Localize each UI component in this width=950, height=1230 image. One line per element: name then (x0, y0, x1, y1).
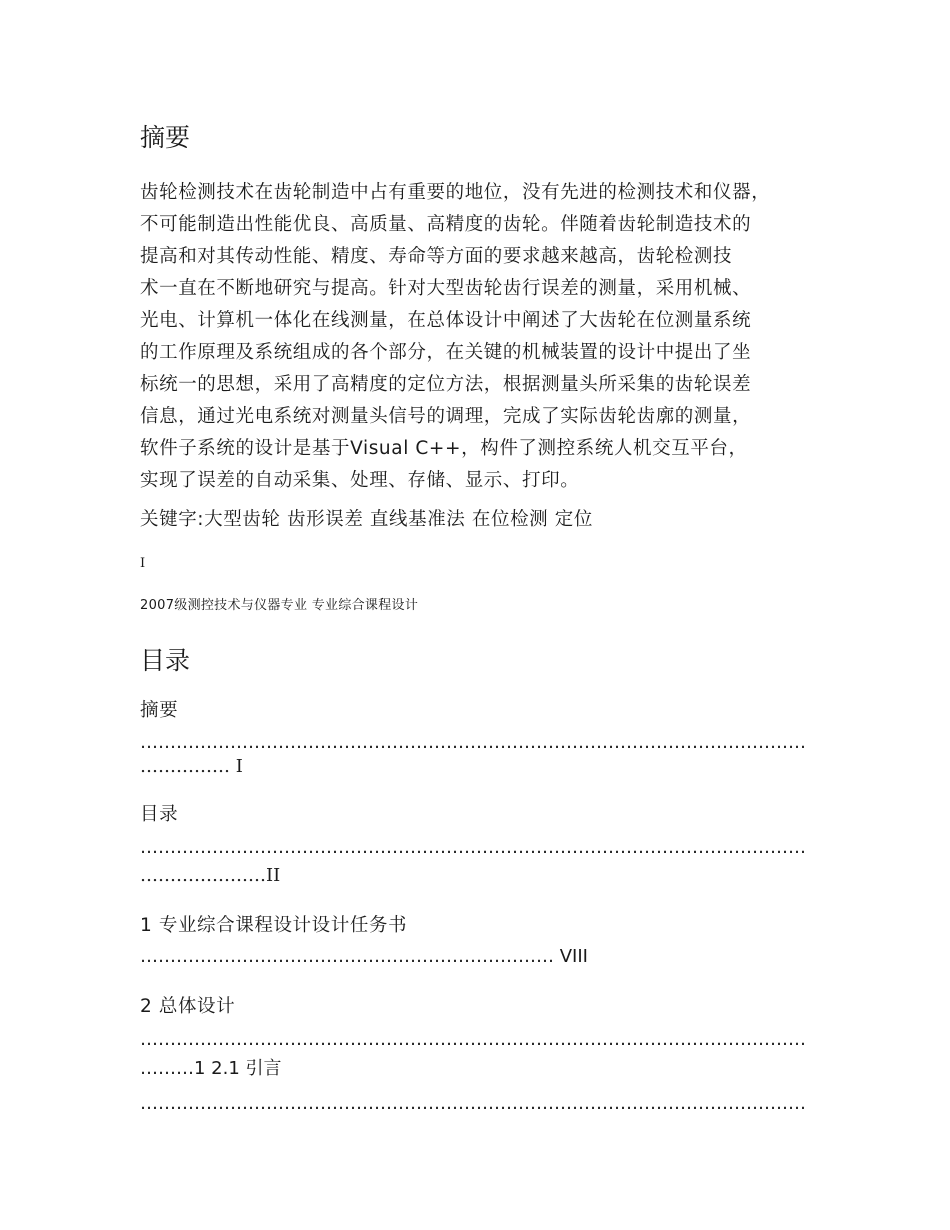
toc-leader-dots: ………………………………………………………………………………………………… (140, 732, 806, 753)
abstract-line: 软件子系统的设计是基于Visual C++，构件了测控系统人机交互平台， (140, 438, 748, 459)
abstract-line: 不可能制造出性能优良、高质量、高精度的齿轮。伴随着齿轮制造技术的 (140, 214, 752, 235)
keywords-line: 关键字:大型齿轮 齿形误差 直线基准法 在位检测 定位 (140, 509, 593, 530)
abstract-line: 术一直在不断地研究与提高。针对大型齿轮齿行误差的测量，采用机械、 (140, 278, 752, 299)
toc-page-ref: …………………II (140, 865, 281, 886)
page-number: I (140, 556, 146, 571)
abstract-line: 标统一的思想，采用了高精度的定位方法，根据测量头所采集的齿轮误差 (140, 374, 752, 395)
toc-leader-dots: ………………………………………………………………………………………………… (140, 837, 806, 858)
toc-heading: 目录 (140, 646, 191, 675)
toc-entry-chapter-1[interactable]: 1 专业综合课程设计设计任务书 (140, 915, 408, 936)
abstract-line: 光电、计算机一体化在线测量，在总体设计中阐述了大齿轮在位测量系统 (140, 310, 752, 331)
abstract-heading: 摘要 (140, 123, 191, 152)
toc-page-ref[interactable]: ………1 2.1 引言 (140, 1058, 282, 1079)
toc-leader-dots: ………………………………………………………………………………………………… (140, 1093, 806, 1114)
toc-entry-abstract[interactable]: 摘要 (140, 700, 179, 721)
abstract-line: 实现了误差的自动采集、处理、存储、显示、打印。 (140, 470, 580, 491)
abstract-line: 提高和对其传动性能、精度、寿命等方面的要求越来越高，齿轮检测技 (140, 246, 733, 267)
abstract-line: 信息，通过光电系统对测量头信号的调理，完成了实际齿轮齿廓的测量， (140, 406, 752, 427)
toc-leader-dots: ………………………………………………………………………………………………… (140, 1029, 806, 1050)
abstract-line: 的工作原理及系统组成的各个部分，在关键的机械装置的设计中提出了坐 (140, 342, 752, 363)
abstract-body (140, 177, 840, 497)
toc-page-ref: …………………………………………………………… VIII (140, 946, 588, 967)
running-header: 2007级测控技术与仪器专业 专业综合课程设计 (140, 598, 419, 613)
toc-page-ref: …………… I (140, 756, 243, 777)
toc-entry-chapter-2[interactable]: 2 总体设计 (140, 996, 236, 1017)
abstract-line: 齿轮检测技术在齿轮制造中占有重要的地位，没有先进的检测技术和仪器， (140, 182, 771, 203)
toc-entry-contents[interactable]: 目录 (140, 804, 179, 825)
